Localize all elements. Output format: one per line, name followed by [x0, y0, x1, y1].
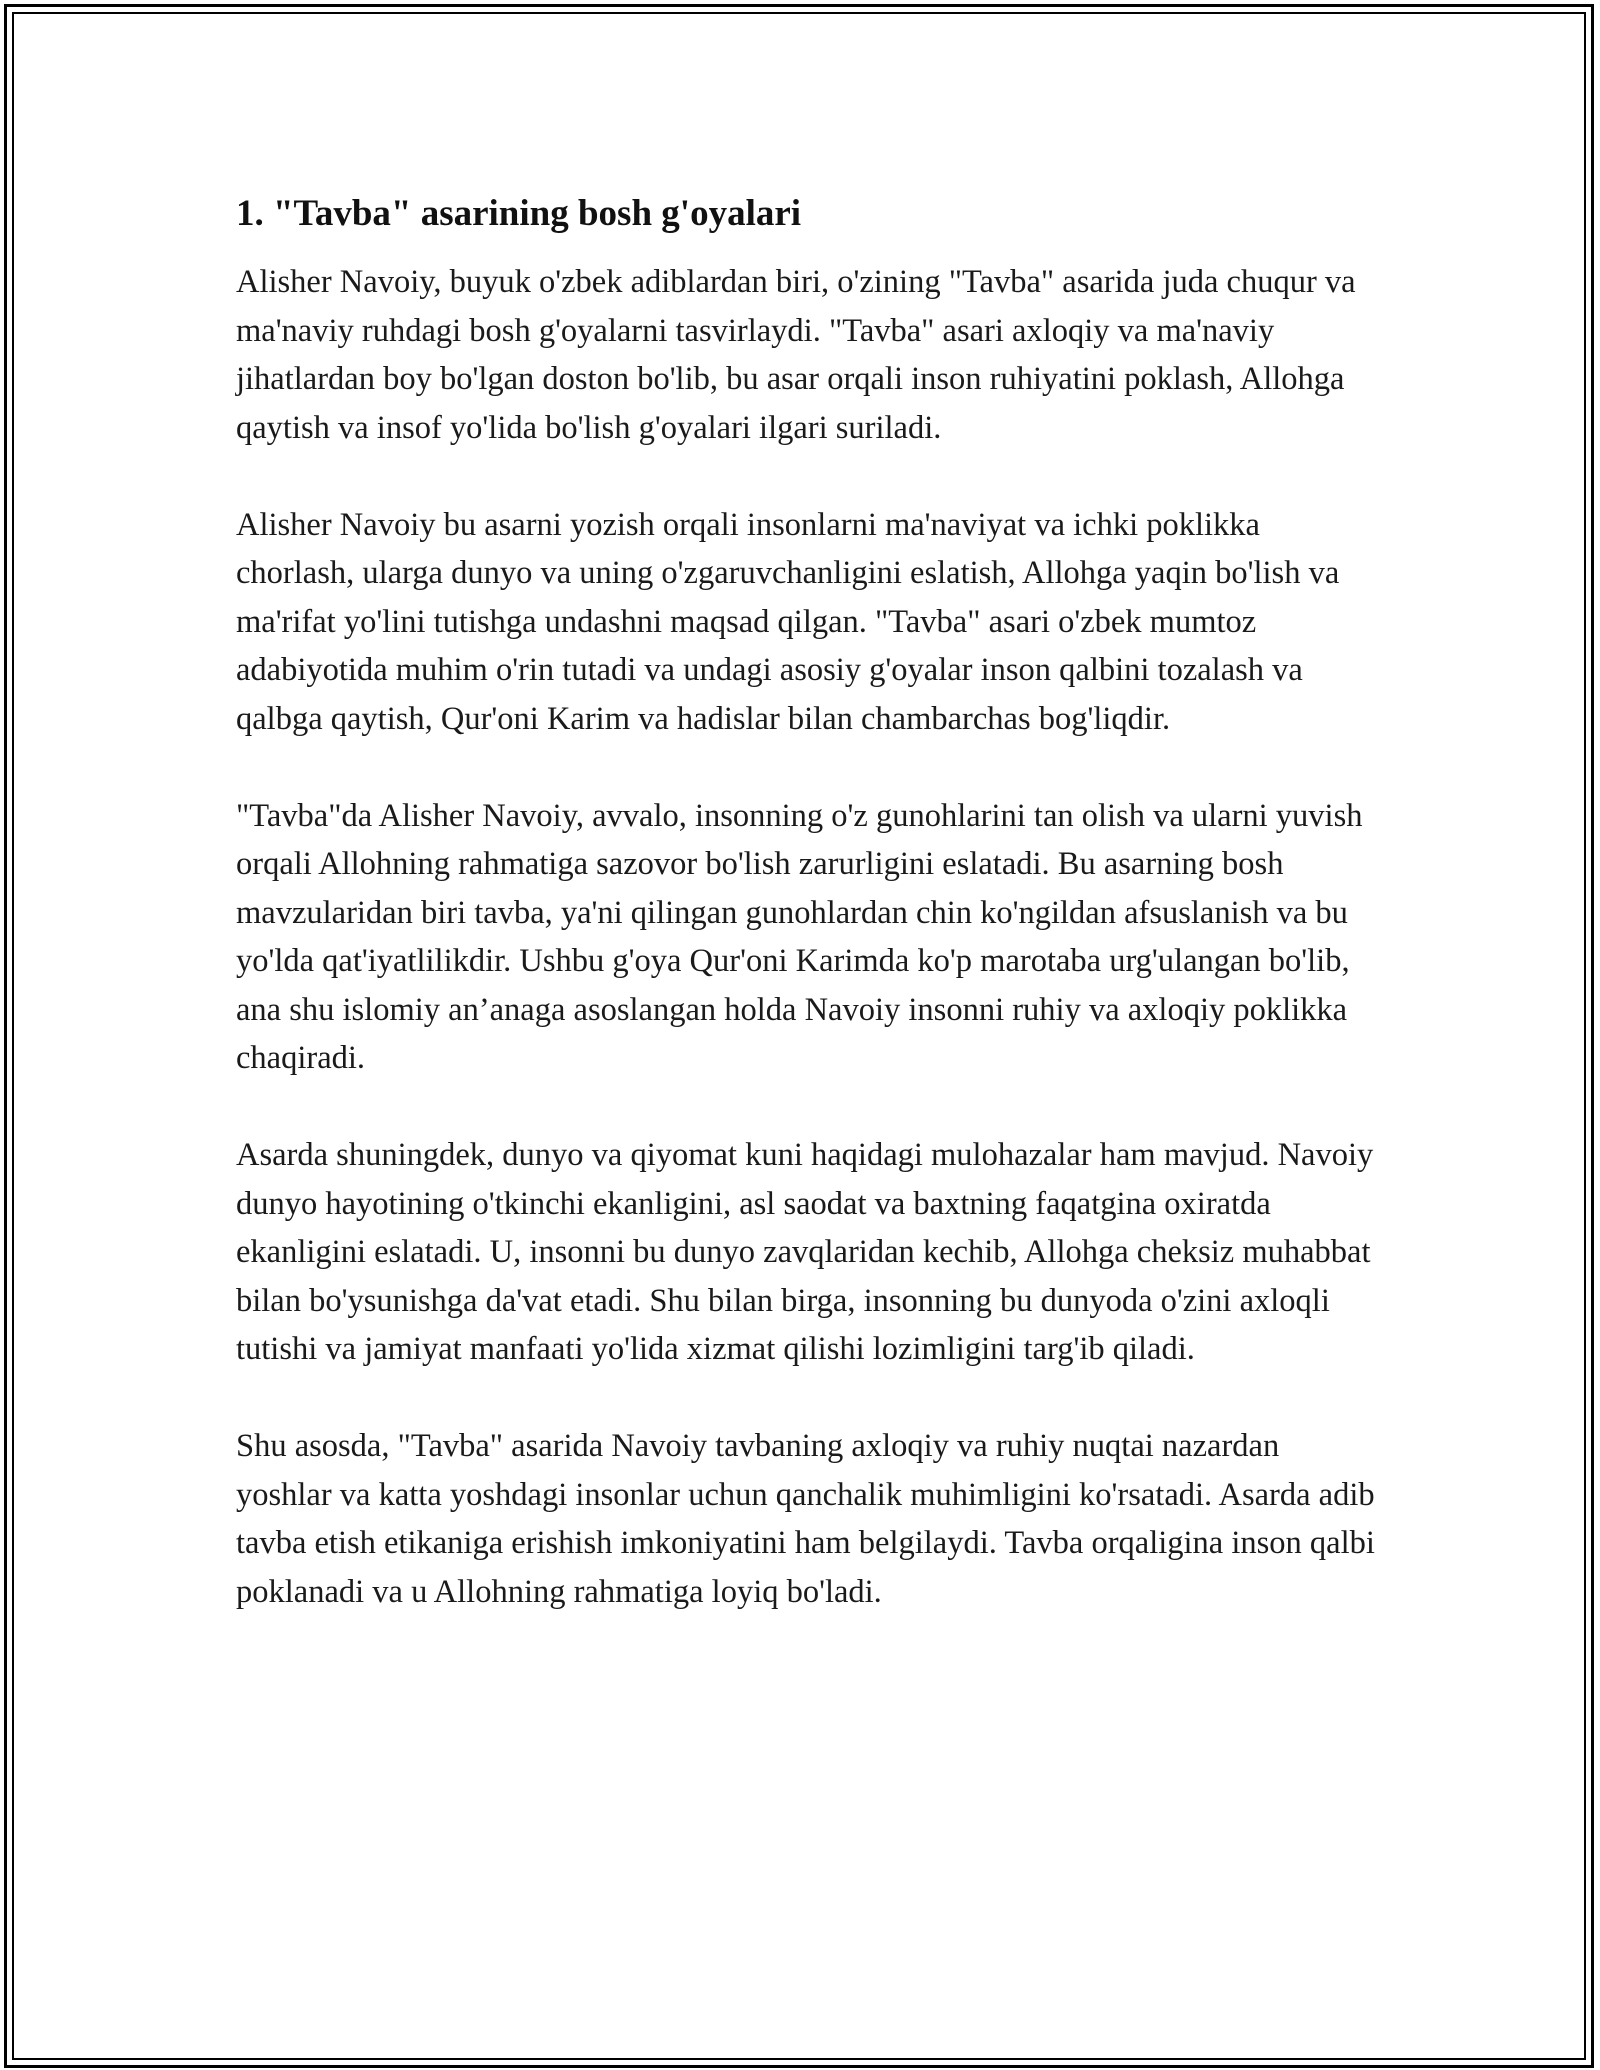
section-heading: 1. "Tavba" asarining bosh g'oyalari [236, 193, 802, 234]
document-body [236, 186, 1376, 1665]
paragraph-5: Shu asosda, "Tavba" asarida Navoiy tavbaning axloqiy va ruhiy nuqtai nazardan yoshlar va katta yoshdagi insonlar uchun qanchalik muhimligini ko'rsatadi. Asarda adib tavba etish etikaniga erishish imkoniyatini ham belgilaydi. Tavba orqaligina inson qalbi poklanadi va u Allohning rahmatiga loyiq bo'ladi. [236, 1428, 1375, 1610]
paragraph-4: Asarda shuningdek, dunyo va qiyomat kuni haqidagi mulohazalar ham mavjud. Navoiy dunyo hayotining o'tkinchi ekanligini, asl saodat va baxtning faqatgina oxiratda ekanligini eslatadi. U, insonni bu dunyo zavqlaridan kechib, Allohga cheksiz muhabbat bilan bo'ysunishga da'vat etadi. Shu bilan birga, insonning bu dunyoda o'zini axloqli tutishi va jamiyat manfaati yo'lida xizmat qilishi lozimligini targ'ib qiladi. [236, 1137, 1374, 1367]
paragraph-1: Alisher Navoiy, buyuk o'zbek adiblardan biri, o'zining "Tavba" asarida juda chuqur va ma'naviy ruhdagi bosh g'oyalarni tasvirlaydi. "Tavba" asari axloqiy va ma'naviy jihatlardan boy bo'lgan doston bo'lib, bu asar orqali inson ruhiyatini poklash, Allohga qaytish va insof yo'lida bo'lish g'oyalari ilgari suriladi. [236, 264, 1356, 446]
paragraph-2: Alisher Navoiy bu asarni yozish orqali insonlarni ma'naviyat va ichki poklikka chorlash, ularga dunyo va uning o'zgaruvchanligini eslatish, Allohga yaqin bo'lish va ma'rifat yo'lini tutishga undashni maqsad qilgan. "Tavba" asari o'zbek mumtoz adabiyotida muhim o'rin tutadi va undagi asosiy g'oyalar inson qalbini tozalash va qalbga qaytish, Qur'oni Karim va hadislar bilan chambarchas bog'liqdir. [236, 506, 1340, 737]
paragraph-3: "Tavba"da Alisher Navoiy, avvalo, insonning o'z gunohlarini tan olish va ularni yuvish orqali Allohning rahmatiga sazovor bo'lish zarurligini eslatadi. Bu asarning bosh mavzularidan biri tavba, ya'ni qilingan gunohlardan chin ko'ngildan afsuslanish va bu yo'lda qat'iyatlilikdir. Ushbu g'oya Qur'oni Karimda ko'p marotaba urg'ulangan bo'lib, ana shu islomiy an’anaga asoslangan holda Navoiy insonni ruhiy va axloqiy poklikka chaqiradi. [236, 797, 1363, 1076]
